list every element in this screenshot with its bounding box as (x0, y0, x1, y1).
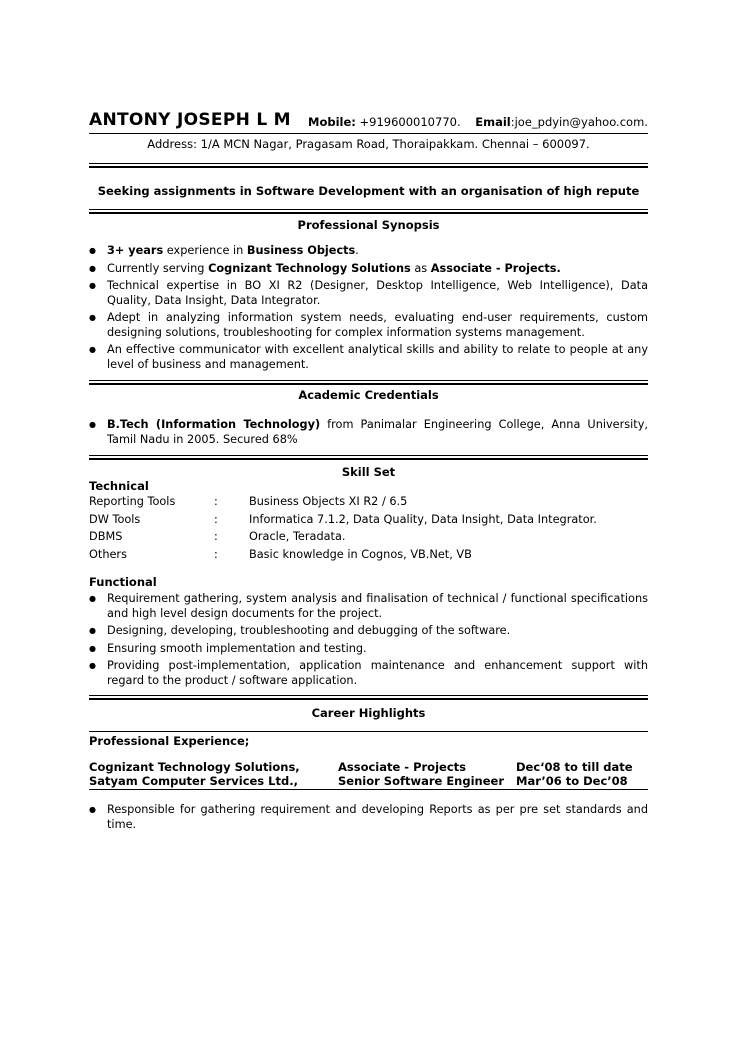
divider-rule (89, 380, 648, 381)
skill-value: Informatica 7.1.2, Data Quality, Data Insight, Data Integrator. (249, 512, 597, 526)
job-period: Dec‘08 to till date (516, 760, 633, 774)
career-objective: Seeking assignments in Software Development with an organisation of high repute (97, 184, 640, 198)
divider-rule (89, 458, 648, 460)
company-name: Cognizant Technology Solutions, (89, 760, 300, 774)
table-row (89, 548, 597, 566)
list-item: ● Currently serving Cognizant Technology Solutions as Associate - Projects. (89, 262, 648, 277)
mobile-label: Mobile: (308, 115, 356, 129)
synopsis-list (89, 244, 648, 375)
divider-rule (89, 166, 648, 168)
list-item: ● Requirement gathering, system analysis and finalisation of technical / functional specifications and high level design documents for the project. (89, 592, 648, 621)
divider-rule (89, 209, 648, 210)
skill-category: DBMS (89, 530, 123, 543)
job-period: Mar’06 to Dec’08 (516, 774, 628, 788)
divider-rule (89, 698, 648, 700)
skill-category: Reporting Tools (89, 495, 176, 508)
list-item: ● B.Tech (Information Technology) from Panimalar Engineering College, Anna University, Tamil Nadu in 2005. Secured 68% (89, 418, 648, 447)
list-item: ● Providing post-implementation, application maintenance and enhancement support with regard to the product / software application. (89, 659, 648, 688)
degree-name: B.Tech (Information Technology) (107, 418, 321, 431)
functional-list (89, 592, 648, 691)
skill-category: DW Tools (89, 512, 141, 526)
divider-rule (89, 731, 648, 732)
separator: : (214, 495, 218, 508)
divider-rule (89, 212, 648, 214)
technical-skills-table (89, 495, 597, 565)
list-item: ● Technical expertise in BO XI R2 (Designer, Desktop Intelligence, Web Intelligence), Data Quality, Data Insight, Data Integrator. (89, 279, 648, 308)
header-rule (89, 133, 648, 134)
list-item: ● Ensuring smooth implementation and testing. (89, 642, 648, 657)
table-row (89, 513, 597, 531)
email-label: Email (475, 115, 511, 129)
section-title-synopsis: Professional Synopsis (297, 218, 440, 232)
list-item: ● An effective communicator with excellent analytical skills and ability to relate to people at any level of business and management. (89, 343, 648, 372)
list-item: ● Responsible for gathering requirement and developing Reports as per pre set standards and time. (89, 803, 648, 832)
company-name: Satyam Computer Services Ltd., (89, 774, 298, 788)
job-role: Associate - Projects (338, 760, 466, 774)
table-row (89, 530, 597, 548)
job-role: Senior Software Engineer (338, 774, 505, 788)
table-row (89, 495, 597, 513)
skill-value: Oracle, Teradata. (249, 530, 346, 543)
list-item: ● Designing, developing, troubleshooting and debugging of the software. (89, 624, 648, 639)
skill-value: Basic knowledge in Cognos, VB.Net, VB (249, 547, 472, 561)
separator: : (214, 530, 218, 543)
table-row (89, 760, 633, 774)
list-item: ● Adept in analyzing information system needs, evaluating end-user requirements, custom designing solutions, troubleshooting for complex information systems management. (89, 311, 648, 340)
email-value: :joe_pdyin@yahoo.com. (510, 115, 648, 129)
skill-category: Others (89, 547, 127, 561)
divider-rule (89, 455, 648, 456)
separator: : (214, 547, 218, 561)
address-line: Address: 1/A MCN Nagar, Pragasam Road, Thoraipakkam. Chennai – 600097. (147, 137, 590, 151)
academic-list (89, 418, 648, 450)
section-title-career: Career Highlights (311, 706, 426, 720)
divider-rule (89, 695, 648, 696)
candidate-name: ANTONY JOSEPH L M (89, 110, 291, 130)
separator: : (214, 512, 218, 526)
list-item: ● 3+ years experience in Business Objects. (89, 244, 648, 259)
section-title-academic: Academic Credentials (298, 388, 439, 402)
divider-rule (89, 789, 648, 790)
divider-rule (89, 383, 648, 385)
experience-table (89, 760, 633, 788)
technical-heading: Technical (89, 479, 149, 493)
divider-rule (89, 163, 648, 164)
responsibilities-list (89, 803, 648, 835)
table-row (89, 774, 633, 788)
contact-line (308, 115, 648, 129)
mobile-value: +919600010770. (359, 115, 461, 129)
functional-heading: Functional (89, 575, 157, 589)
section-title-skills: Skill Set (341, 465, 396, 479)
experience-heading: Professional Experience; (89, 734, 250, 748)
skill-value: Business Objects XI R2 / 6.5 (249, 495, 408, 508)
